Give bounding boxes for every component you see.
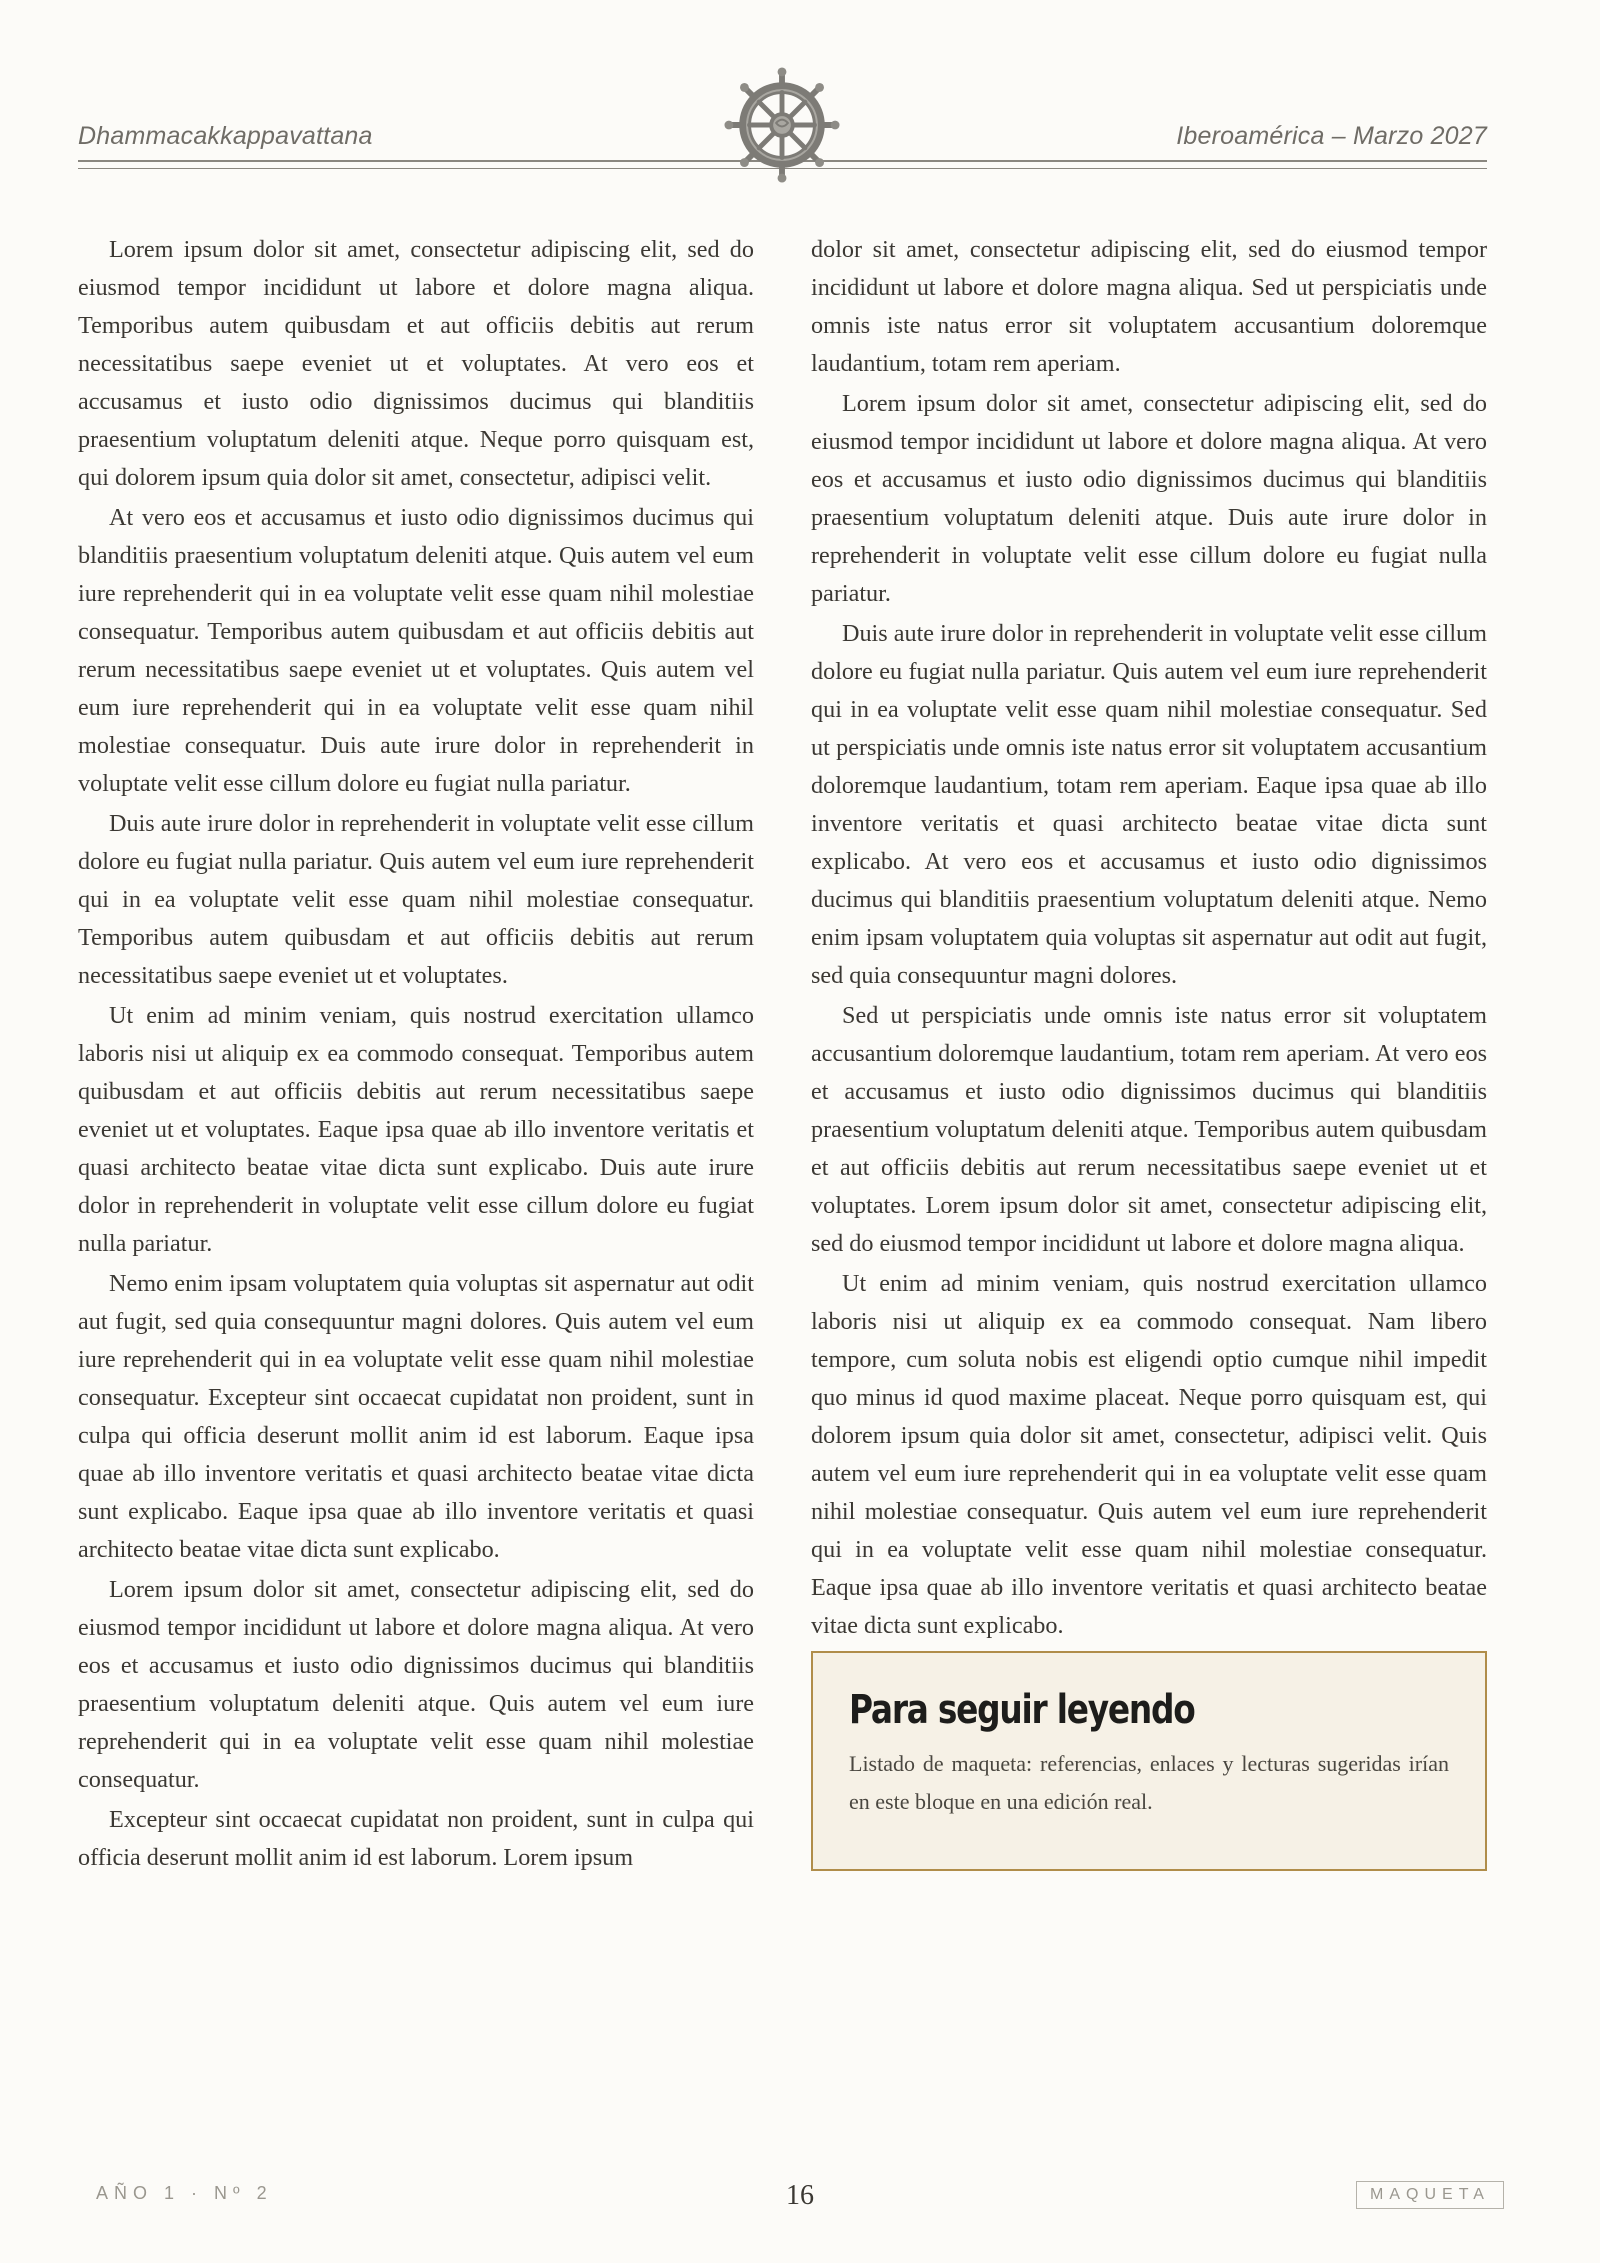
further-reading-title: Para seguir leyendo [849, 1687, 1195, 1733]
body-paragraph-continued: dolor sit amet, consectetur adipiscing elit, sed do eiusmod tempor incididunt ut labore et dolore magna aliqua. Sed ut perspiciatis unde omnis iste natus error sit voluptatem accusantium doloremque laudantium, totam rem aperiam. [811, 236, 1487, 377]
page-number: 16 [786, 2180, 814, 2211]
body-paragraph: Nemo enim ipsam voluptatem quia voluptas sit aspernatur aut odit aut fugit, sed quia consequuntur magni dolores. Quis autem vel eum iure reprehenderit qui in ea voluptate velit esse quam nihil molestiae consequatur. Excepteur sint occaecat cupidatat non proident, sunt in culpa qui officia deserunt mollit anim id est laborum. Eaque ipsa quae ab illo inventore veritatis et quasi architecto beatae vitae dicta sunt explicabo. Eaque ipsa quae ab illo inventore veritatis et quasi architecto beatae vitae dicta sunt explicabo. [78, 1270, 754, 1563]
body-paragraph: Lorem ipsum dolor sit amet, consectetur adipiscing elit, sed do eiusmod tempor incididunt ut labore et dolore magna aliqua. At vero eos et accusamus et iusto odio dignissimos ducimus qui blanditiis praesentium voluptatum deleniti atque. Quis autem vel eum iure reprehenderit qui in ea voluptate velit esse quam nihil molestiae consequatur. [78, 1576, 754, 1793]
body-paragraph: Duis aute irure dolor in reprehenderit in voluptate velit esse cillum dolore eu fugiat nulla pariatur. Quis autem vel eum iure reprehenderit qui in ea voluptate velit esse quam nihil molestiae consequatur. Temporibus autem quibusdam et aut officiis debitis aut rerum necessitatibus saepe eveniet ut et voluptates. [78, 810, 754, 989]
body-paragraph: Lorem ipsum dolor sit amet, consectetur adipiscing elit, sed do eiusmod tempor incididunt ut labore et dolore magna aliqua. At vero eos et accusamus et iusto odio dignissimos ducimus qui blanditiis praesentium voluptatum deleniti atque. Duis aute irure dolor in reprehenderit in voluptate velit esse cillum dolore eu fugiat nulla pariatur. [811, 390, 1487, 607]
issue-label: AÑO 1 · Nº 2 [96, 2183, 273, 2203]
article-column-left [78, 231, 754, 1879]
further-reading-box [811, 1651, 1487, 1871]
running-header-issue-date: Iberoamérica – Marzo 2027 [1176, 122, 1487, 150]
further-reading-body: Listado de maqueta: referencias, enlaces y lecturas sugeridas irían en este bloque en una edición real. [849, 1751, 1449, 1814]
body-paragraph: Ut enim ad minim veniam, quis nostrud exercitation ullamco laboris nisi ut aliquip ex ea commodo consequat. Nam libero tempore, cum soluta nobis est eligendi optio cumque nihil impedit quo minus id quod maxime placeat. Neque porro quisquam est, qui dolorem ipsum quia dolor sit amet, consectetur, adipisci velit. Quis autem vel eum iure reprehenderit qui in ea voluptate velit esse quam nihil molestiae consequatur. Quis autem vel eum iure reprehenderit qui in ea voluptate velit esse quam nihil molestiae consequatur. Eaque ipsa quae ab illo inventore veritatis et quasi architecto beatae vitae dicta sunt explicabo. [811, 1270, 1487, 1639]
body-paragraph: At vero eos et accusamus et iusto odio dignissimos ducimus qui blanditiis praesentium voluptatum deleniti atque. Quis autem vel eum iure reprehenderit qui in ea voluptate velit esse quam nihil molestiae consequatur. Temporibus autem quibusdam et aut officiis debitis aut rerum necessitatibus saepe eveniet ut et voluptates. Quis autem vel eum iure reprehenderit qui in ea voluptate velit esse quam nihil molestiae consequatur. Duis aute irure dolor in reprehenderit in voluptate velit esse cillum dolore eu fugiat nulla pariatur. [78, 504, 754, 797]
body-paragraph: Excepteur sint occaecat cupidatat non proident, sunt in culpa qui officia deserunt mollit anim id est laborum. Lorem ipsum [78, 1806, 754, 1871]
body-paragraph: Duis aute irure dolor in reprehenderit in voluptate velit esse cillum dolore eu fugiat nulla pariatur. Quis autem vel eum iure reprehenderit qui in ea voluptate velit esse quam nihil molestiae consequatur. Sed ut perspiciatis unde omnis iste natus error sit voluptatem accusantium doloremque laudantium, totam rem aperiam. Eaque ipsa quae ab illo inventore veritatis et quasi architecto beatae vitae dicta sunt explicabo. At vero eos et accusamus et iusto odio dignissimos ducimus qui blanditiis praesentium voluptatum deleniti atque. Nemo enim ipsam voluptatem quia voluptas sit aspernatur aut odit aut fugit, sed quia consequuntur magni dolores. [811, 620, 1487, 989]
body-paragraph: Ut enim ad minim veniam, quis nostrud exercitation ullamco laboris nisi ut aliquip ex ea commodo consequat. Temporibus autem quibusdam et aut officiis debitis aut rerum necessitatibus saepe eveniet ut et voluptates. Eaque ipsa quae ab illo inventore veritatis et quasi architecto beatae vitae dicta sunt explicabo. Duis aute irure dolor in reprehenderit in voluptate velit esse cillum dolore eu fugiat nulla pariatur. [78, 1002, 754, 1257]
article-column-right [811, 231, 1487, 1871]
body-paragraph: Sed ut perspiciatis unde omnis iste natus error sit voluptatem accusantium doloremque laudantium, totam rem aperiam. At vero eos et accusamus et iusto odio dignissimos ducimus qui blanditiis praesentium voluptatum deleniti atque. Temporibus autem quibusdam et aut officiis debitis aut rerum necessitatibus saepe eveniet ut et voluptates. Lorem ipsum dolor sit amet, consectetur adipiscing elit, sed do eiusmod tempor incididunt ut labore et dolore magna aliqua. [811, 1002, 1487, 1257]
mockup-stamp: MAQUETA [1356, 2181, 1504, 2209]
running-header-title: Dhammacakkappavattana [78, 122, 373, 150]
body-paragraph: Lorem ipsum dolor sit amet, consectetur adipiscing elit, sed do eiusmod tempor incididunt ut labore et dolore magna aliqua. Temporibus autem quibusdam et aut officiis debitis aut rerum necessitatibus saepe eveniet ut et voluptates. At vero eos et accusamus et iusto odio dignissimos ducimus qui blanditiis praesentium voluptatum deleniti atque. Neque porro quisquam est, qui dolorem ipsum quia dolor sit amet, consectetur, adipisci velit. [78, 236, 754, 491]
dharma-wheel-icon [723, 66, 841, 184]
